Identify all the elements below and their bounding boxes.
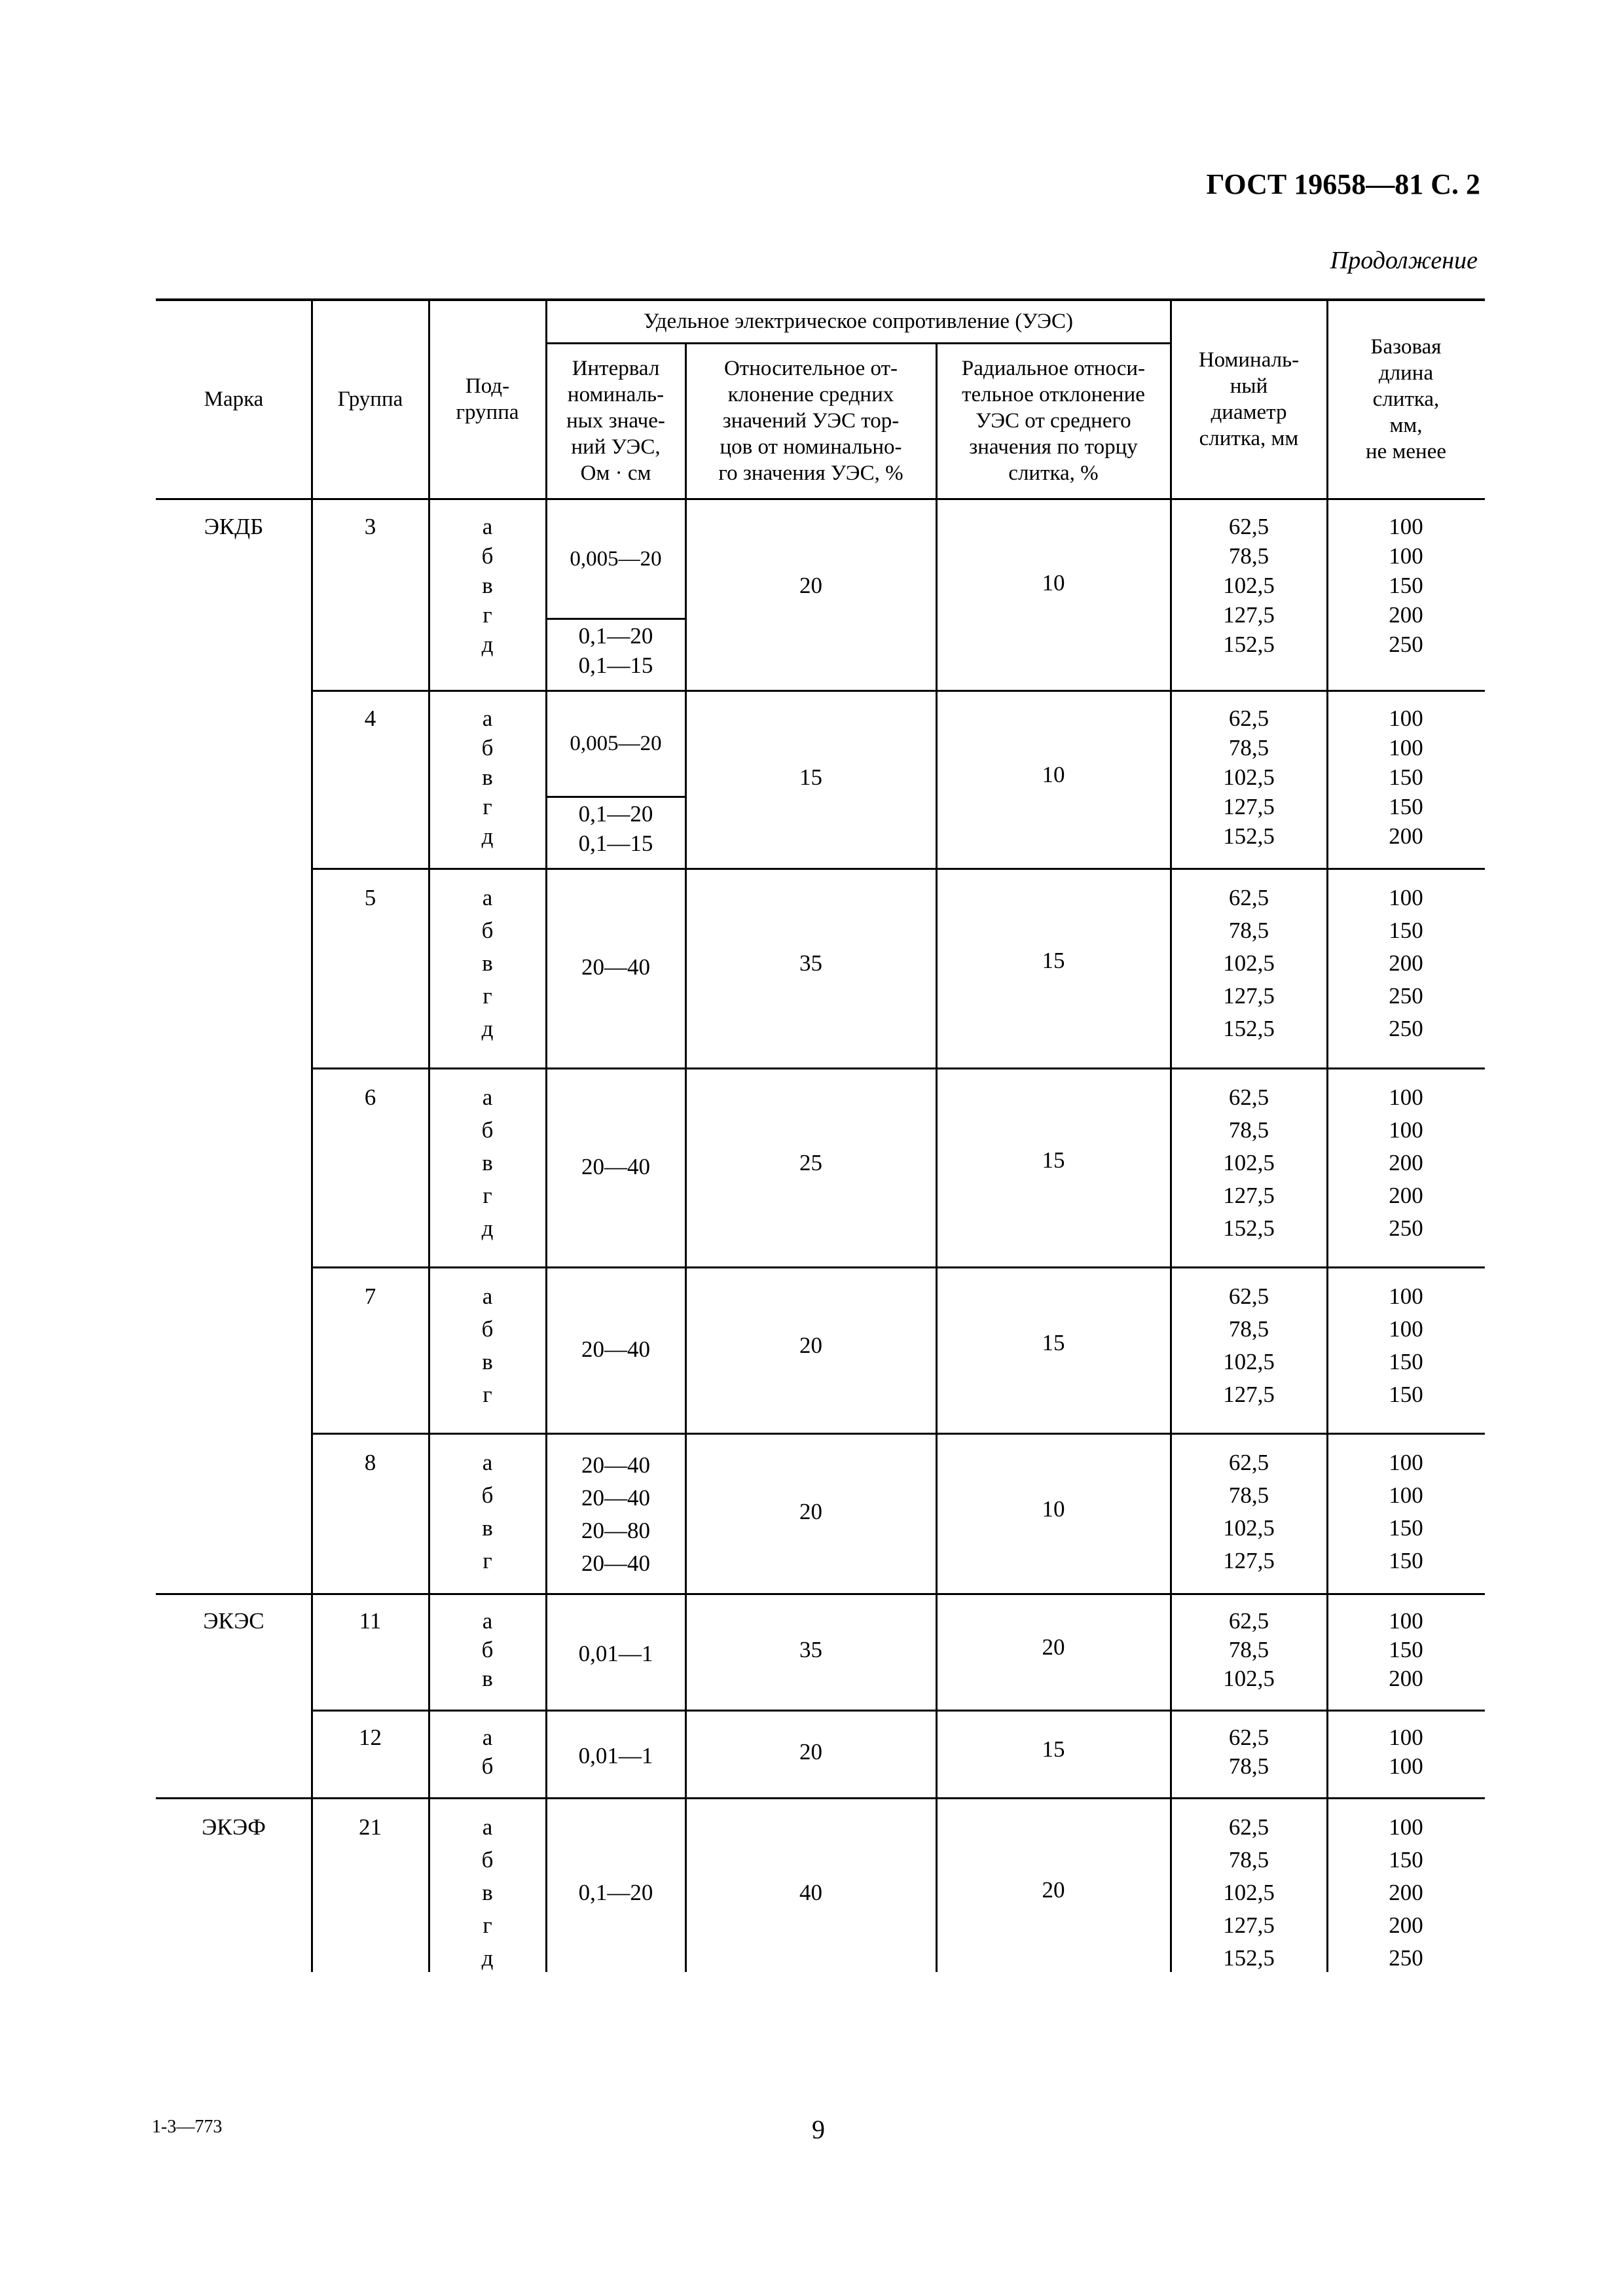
- header-interval: Интервал номиналь- ных значе- ний УЭС, Ом · см: [566, 357, 665, 485]
- radial-deviation-value: 15: [1042, 1330, 1065, 1355]
- diameter-list: 62,5 78,5 102,5 127,5 152,5: [1223, 1085, 1275, 1241]
- header-radial-deviation: Радиальное относи- тельное отклонение УЭС от среднего значения по торцу слитка, %: [961, 357, 1146, 485]
- length-list: 100 100 150 150: [1389, 1450, 1423, 1573]
- interval-value: 20—40: [581, 1336, 650, 1362]
- length-list: 100 100 150 200 250: [1389, 514, 1423, 657]
- relative-deviation-value: 20: [799, 1739, 822, 1765]
- document-header-title: ГОСТ 19658—81 С. 2: [1206, 168, 1480, 200]
- length-list: 100 100 200 200 250: [1389, 1085, 1423, 1241]
- body-col-divider: [1326, 499, 1328, 1972]
- body-col-divider: [1170, 499, 1172, 1972]
- diameter-list: 62,5 78,5 102,5 127,5: [1223, 1283, 1275, 1407]
- group-number: 3: [364, 514, 376, 539]
- length-list: 100 150 200 200 250: [1389, 1814, 1423, 1971]
- mark-divider: [156, 1797, 1485, 1799]
- page-number: 9: [812, 2115, 825, 2144]
- header-length: Базовая длина слитка, мм, не менее: [1365, 335, 1447, 463]
- diameter-list: 62,5 78,5 102,5: [1223, 1608, 1275, 1691]
- radial-deviation-value: 10: [1042, 1496, 1065, 1522]
- diameter-list: 62,5 78,5: [1228, 1725, 1269, 1779]
- subgroup-list: а б в г д: [481, 1814, 494, 1971]
- interval-value: 0,005—20: [570, 547, 662, 571]
- relative-deviation-value: 20: [799, 1499, 822, 1524]
- length-list: 100 100: [1389, 1725, 1423, 1779]
- group-number: 12: [359, 1725, 382, 1750]
- radial-deviation-value: 15: [1042, 1147, 1065, 1173]
- interval-value-list: 20—40 20—40 20—80 20—40: [581, 1452, 650, 1576]
- subgroup-list: а б в г: [481, 1450, 494, 1573]
- radial-deviation-value: 10: [1042, 569, 1065, 596]
- header-relative-deviation: Относительное от- клонение средних значений УЭС тор- цов от номинально- го значения УЭС, %: [718, 357, 903, 485]
- footer-code: 1-3—773: [152, 2117, 223, 2137]
- length-list: 100 150 200 250 250: [1389, 885, 1423, 1041]
- interval-value-list: 0,1—20 0,1—15: [578, 801, 653, 856]
- subgroup-list: а б в г д: [481, 514, 494, 657]
- radial-deviation-value: 15: [1042, 948, 1065, 973]
- interval-value: 20—40: [581, 1154, 650, 1179]
- subgroup-list: а б в г: [481, 1283, 494, 1407]
- diameter-list: 62,5 78,5 102,5 127,5 152,5: [1223, 514, 1275, 657]
- length-list: 100 100 150 150 200: [1389, 706, 1423, 849]
- group-divider: [312, 1710, 1485, 1712]
- relative-deviation-value: 20: [799, 1333, 822, 1358]
- relative-deviation-value: 15: [799, 764, 822, 790]
- diameter-list: 62,5 78,5 102,5 127,5 152,5: [1223, 706, 1275, 849]
- group-number: 5: [364, 885, 376, 910]
- header-mark: Марка: [204, 387, 264, 411]
- diameter-list: 62,5 78,5 102,5 127,5 152,5: [1223, 885, 1275, 1041]
- group-number: 8: [364, 1450, 376, 1475]
- subgroup-list: а б в: [481, 1608, 494, 1691]
- radial-deviation-value: 20: [1042, 1877, 1065, 1903]
- group-number: 4: [364, 706, 376, 731]
- radial-deviation-value: 20: [1042, 1634, 1065, 1660]
- group-divider: [312, 1433, 1485, 1435]
- body-col-divider: [936, 499, 938, 1972]
- length-list: 100 150 200: [1389, 1608, 1423, 1691]
- subgroup-list: а б в г д: [481, 1085, 494, 1241]
- group-number: 11: [359, 1608, 382, 1634]
- group-divider: [312, 868, 1485, 870]
- relative-deviation-value: 25: [799, 1150, 822, 1175]
- interval-value: 20—40: [581, 954, 650, 980]
- interval-value: 0,01—1: [578, 1641, 653, 1666]
- length-list: 100 100 150 150: [1389, 1283, 1423, 1407]
- interval-value: 0,1—20: [578, 1880, 653, 1905]
- diameter-list: 62,5 78,5 102,5 127,5 152,5: [1223, 1814, 1275, 1971]
- header-ues-title: Удельное электрическое сопротивление (УЭС): [644, 310, 1073, 333]
- mark-label: ЭКЭФ: [202, 1814, 266, 1840]
- group-divider: [312, 1266, 1485, 1268]
- group-number: 7: [364, 1283, 376, 1309]
- mark-label: ЭКДБ: [204, 514, 264, 539]
- subgroup-list: а б в г д: [481, 706, 494, 849]
- interval-value: 0,01—1: [578, 1743, 653, 1768]
- mark-divider: [156, 1593, 1485, 1595]
- continuation-label: Продолжение: [1330, 247, 1478, 274]
- diameter-list: 62,5 78,5 102,5 127,5: [1223, 1450, 1275, 1573]
- radial-deviation-value: 15: [1042, 1736, 1065, 1762]
- radial-deviation-value: 10: [1042, 761, 1065, 787]
- relative-deviation-value: 40: [799, 1880, 822, 1905]
- header-group: Группа: [337, 387, 403, 411]
- relative-deviation-value: 35: [799, 950, 822, 976]
- group-divider: [312, 690, 1485, 692]
- group-divider: [312, 1067, 1485, 1069]
- relative-deviation-value: 35: [799, 1637, 822, 1662]
- header-subgroup: Под- группа: [456, 374, 519, 424]
- header-diameter: Номиналь- ный диаметр слитка, мм: [1198, 348, 1300, 450]
- group-number: 21: [359, 1814, 382, 1840]
- interval-value-list: 0,1—20 0,1—15: [578, 623, 653, 678]
- interval-value: 0,005—20: [570, 732, 662, 755]
- mark-label: ЭКЭС: [203, 1608, 264, 1634]
- group-number: 6: [364, 1085, 376, 1110]
- subgroup-list: а б в г д: [481, 885, 494, 1041]
- subgroup-list: а б: [481, 1725, 494, 1779]
- relative-deviation-value: 20: [799, 572, 822, 598]
